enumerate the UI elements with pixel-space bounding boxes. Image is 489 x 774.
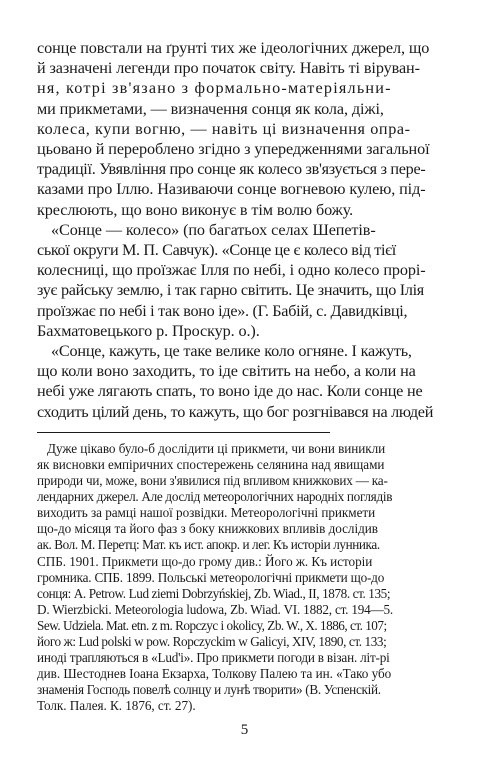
text-line: сонце повстали на ґрунті тих же ідеологічних джерел, що [37, 39, 430, 57]
text-line: й зазначені легенди про початок світу. Навіть ті віруван- [37, 59, 420, 78]
footnote-line: громника. СПБ. 1899. Польські метеорологічні прикмети що-до [37, 569, 385, 585]
footnote-line: Дуже цікаво було-б дослідити ці прикмети, чи вони виникли [47, 440, 386, 456]
footnote-paragraph [37, 441, 451, 715]
footnote-line: природи чи, може, вони з'явилися під впливом книжкових — ка- [37, 473, 388, 489]
footnote-line: Sew. Udziela. Mat. etn. z m. Ropczyc i okolicy, Zb. W., X. 1886, ст. 107; [37, 617, 387, 633]
footnote-divider [37, 432, 330, 433]
text-line: проїзжає по небі і так воно іде». (Г. Бабій, с. Давидківці, [37, 301, 408, 320]
text-line: небі уже лягають спать, то воно іде до нас. Коли сонце не [37, 382, 423, 401]
footnote-line: СПБ. 1901. Прикмети що-до грому див.: Його ж. Къ исторіи [37, 553, 373, 569]
footnote-line: Толк. Палея. К. 1876, ст. 27). [37, 698, 196, 714]
footnote-line: иноді трапляються в «Lud'і». Про прикмети погоди в візан. літ-рі [37, 650, 390, 666]
text-line: Бахматовецького р. Проскур. о.). [37, 321, 260, 340]
footnote-line: див. Шестоднев Іоана Екзарха, Толкову Палею та ин. «Тако убо [37, 666, 392, 682]
text-line: колесниці, що проїзжає Ілля по небі, і одно колесо прорі- [37, 261, 426, 280]
paragraph-1 [37, 38, 451, 220]
text-line: колеса, купи вогню, — навіть ці визначення опра- [37, 119, 411, 138]
text-line: традиції. Увявління про сонце як колесо зв'язується з пере- [37, 160, 426, 179]
main-text [37, 38, 451, 422]
text-line: ської округи М. П. Савчук). «Сонце це є колесо від тієї [37, 241, 396, 260]
footnote-line: сонця: A. Petrow. Lud ziemi Dobrzyńskiej, Zb. Wiad., II, 1878. ст. 135; [37, 585, 391, 601]
footnote-line: знаменія Господь повелѣ солнцу и лунѣ творити» (В. Успенскій. [37, 682, 381, 698]
page-content [37, 38, 451, 714]
footnote [37, 441, 451, 715]
footnote-line: як висновки емпіричних спостережень селянина над явищами [37, 456, 385, 472]
text-line: «Сонце, кажуть, це таке велике коло огняне. І кажуть, [51, 342, 412, 361]
footnote-line: виходить за рамці нашої розвідки. Метеорологічні прикмети [37, 505, 376, 521]
text-line: «Сонце — колесо» (по багатьох селах Шепетів- [51, 220, 376, 239]
footnote-line: що-до місяця та його фаз з боку книжкових впливів дослідив [37, 521, 378, 537]
text-line: казами про Іллю. Називаючи сонце вогневою кулею, під- [37, 180, 426, 199]
footnote-line: лендарних джерел. Але дослід метеорологічних народніх поглядів [37, 489, 393, 505]
text-line: ня, котрі зв'язано з формально-матеріяльни- [37, 79, 392, 98]
footnote-line: ак. Вол. М. Перетц: Мат. къ ист. апокр. и лег. Къ исторіи лунника. [37, 537, 380, 553]
footnote-line: D. Wierzbicki. Meteorologia ludowa, Zb. Wiad. VI. 1882, ст. 194—5. [37, 601, 394, 617]
text-line: креслюють, що воно виконує в тім волю божу. [37, 200, 354, 219]
paragraph-2 [37, 220, 451, 341]
text-line: зує райську землю, і так гарно світить. Це значить, що Ілія [37, 281, 424, 300]
paragraph-3 [37, 341, 451, 422]
text-line: цьовано й перероблено згідно з упередженнями загальної [37, 140, 430, 159]
text-line: що коли воно заходить, то іде світить на небо, а коли на [37, 362, 416, 381]
text-line: ми прикметами, — визначення сонця як кола, діжі, [37, 99, 384, 118]
text-line: сходить цілий день, то кажуть, що бог розгнівався на людей [37, 402, 434, 421]
page-number: 5 [240, 722, 249, 738]
footnote-line: його ж: Lud polski w pow. Ropczyckim w Galicyi, XIV, 1890, ст. 133; [37, 633, 387, 649]
